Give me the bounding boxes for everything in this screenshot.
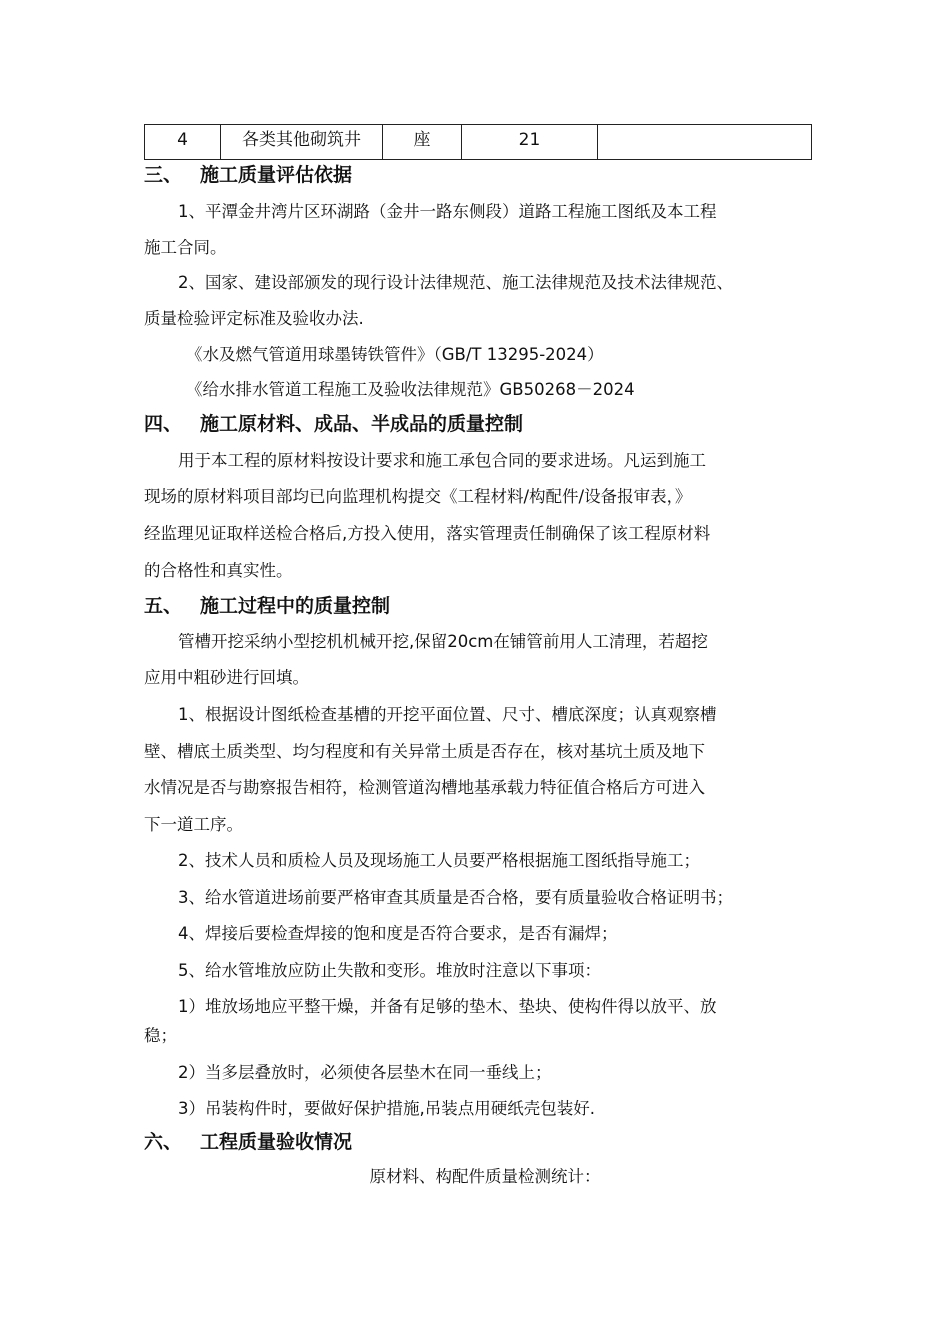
paragraph: 1）堆放场地应平整干燥，并备有足够的垫木、垫块、使构件得以放平、放: [178, 997, 717, 1016]
paragraph: 稳；: [144, 1026, 177, 1045]
paragraph: 1、根据设计图纸检查基槽的开挖平面位置、尺寸、槽底深度；认真观察槽: [178, 705, 717, 724]
cell-note: [598, 125, 812, 160]
paragraph: 管槽开挖采纳小型挖机机械开挖,保留20cm在铺管前用人工清理，若超挖: [178, 632, 708, 651]
paragraph: 应用中粗砂进行回填。: [144, 668, 309, 687]
paragraph: 用于本工程的原材料按设计要求和施工承包合同的要求进场。凡运到施工: [178, 451, 706, 470]
section-title: 工程质量验收情况: [200, 1131, 353, 1153]
section-4-heading: [144, 411, 523, 437]
cell-qty: 21: [462, 125, 598, 160]
paragraph: 3、给水管道进场前要严格审查其质量是否合格，要有质量验收合格证明书；: [178, 888, 733, 907]
section-title: 施工质量评估依据: [200, 164, 353, 186]
section-title: 施工过程中的质量控制: [200, 595, 391, 617]
paragraph: 1、平潭金井湾片区环湖路（金井一路东侧段）道路工程施工图纸及本工程: [178, 202, 717, 221]
paragraph: 质量检验评定标准及验收办法.: [144, 309, 364, 328]
paragraph: 下一道工序。: [144, 815, 243, 834]
paragraph: 壁、槽底土质类型、均匀程度和有关异常土质是否存在，核对基坑土质及地下: [144, 742, 705, 761]
paragraph: 现场的原材料项目部均已向监理机构提交《工程材料/构配件/设备报审表，》: [144, 487, 692, 506]
paragraph: 5、给水管堆放应防止失散和变形。堆放时注意以下事项：: [178, 961, 601, 980]
paragraph: 施工合同。: [144, 238, 227, 257]
section-title: 施工原材料、成品、半成品的质量控制: [200, 413, 524, 435]
table-row: [145, 125, 812, 160]
subtitle: 原材料、构配件质量检测统计：: [369, 1167, 601, 1186]
quantity-table: [144, 124, 812, 160]
cell-unit: 座: [383, 125, 462, 160]
section-number: 三、: [144, 164, 183, 186]
paragraph: 2、技术人员和质检人员及现场施工人员要严格根据施工图纸指导施工；: [178, 851, 700, 870]
section-5-heading: [144, 593, 390, 619]
paragraph: 经监理见证取样送检合格后,方投入使用，落实管理责任制确保了该工程原材料: [144, 524, 711, 543]
section-number: 五、: [144, 595, 183, 617]
section-number: 四、: [144, 413, 183, 435]
paragraph: 4、焊接后要检查焊接的饱和度是否符合要求，是否有漏焊；: [178, 924, 618, 943]
section-3-heading: [144, 162, 352, 188]
paragraph: 水情况是否与勘察报告相符，检测管道沟槽地基承载力特征值合格后方可进入: [144, 778, 705, 797]
cell-no: 4: [145, 125, 221, 160]
standard-citation: 《水及燃气管道用球墨铸铁管件》（GB/T 13295-2024）: [186, 345, 604, 364]
paragraph: 2、国家、建设部颁发的现行设计法律规范、施工法律规范及技术法律规范、: [178, 273, 733, 292]
cell-name: 各类其他砌筑井: [221, 125, 383, 160]
paragraph: 3）吊装构件时，要做好保护措施,吊装点用硬纸壳包装好.: [178, 1099, 595, 1118]
section-number: 六、: [144, 1131, 183, 1153]
paragraph: 的合格性和真实性。: [144, 561, 293, 580]
standard-citation: 《给水排水管道工程施工及验收法律规范》GB50268－2024: [186, 380, 635, 399]
section-6-heading: [144, 1129, 352, 1155]
paragraph: 2）当多层叠放时，必须使各层垫木在同一垂线上；: [178, 1063, 552, 1082]
